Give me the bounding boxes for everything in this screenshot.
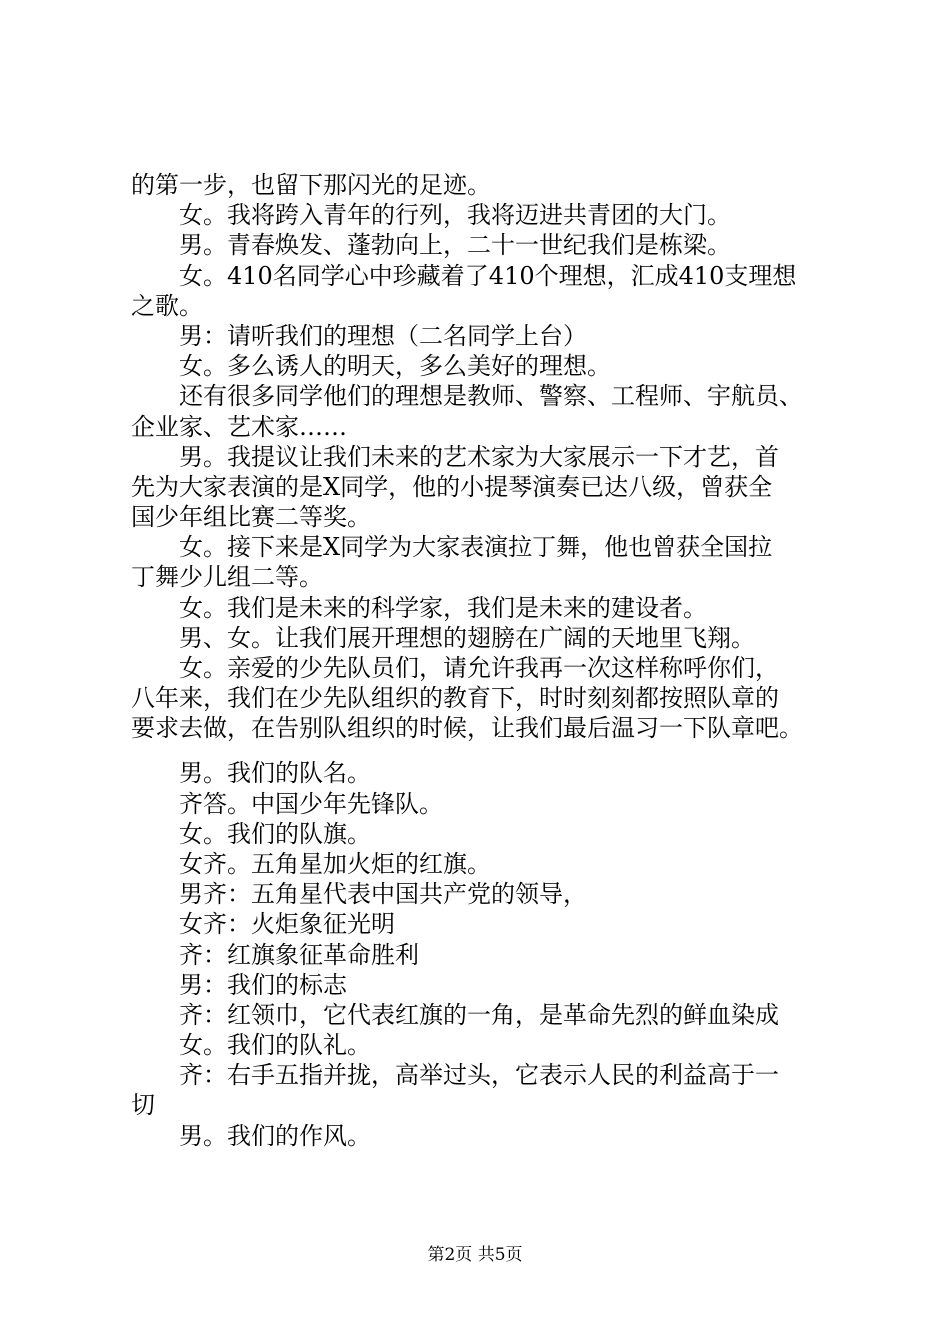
text-line: 男。我们的作风。	[179, 1121, 371, 1150]
text-line: 八年来，我们在少先队组织的教育下，时时刻刻都按照队章的	[131, 684, 779, 713]
text-line: 女。接下来是X同学为大家表演拉丁舞，他也曾获全国拉	[179, 533, 773, 562]
text-line: 要求去做，在告别队组织的时候，让我们最后温习一下队章吧。	[131, 714, 803, 743]
text-line: 的第一步，也留下那闪光的足迹。	[131, 171, 491, 199]
text-line: 齐：红领巾，它代表红旗的一角，是革命先烈的鲜血染成	[179, 1000, 779, 1029]
text-line: 女。我将跨入青年的行列，我将迈进共青团的大门。	[179, 201, 731, 230]
text-line: 男：请听我们的理想（二名同学上台）	[179, 321, 587, 350]
text-line: 之歌。	[131, 291, 203, 320]
text-line: 齐答。中国少年先锋队。	[179, 789, 443, 818]
text-line: 切	[131, 1091, 155, 1120]
text-line: 男。我提议让我们未来的艺术家为大家展示一下才艺，首	[179, 442, 779, 471]
text-line: 女齐。五角星加火炬的红旗。	[179, 849, 491, 878]
text-line: 齐：红旗象征革命胜利	[179, 940, 419, 969]
text-line: 齐：右手五指并拢，高举过头，它表示人民的利益高于一	[179, 1061, 779, 1090]
text-line: 企业家、艺术家……	[131, 412, 347, 441]
page-number-footer: 第2页 共5页	[427, 1245, 523, 1265]
text-line: 还有很多同学他们的理想是教师、警察、工程师、宇航员、	[179, 382, 803, 411]
text-line: 女。410名同学心中珍藏着了410个理想，汇成410支理想	[179, 261, 797, 290]
text-line: 男。青春焕发、蓬勃向上，二十一世纪我们是栋梁。	[179, 231, 731, 260]
text-line: 先为大家表演的是X同学，他的小提琴演奏已达八级，曾获全	[131, 472, 773, 501]
text-line: 女齐：火炬象征光明	[179, 910, 395, 939]
text-line: 男齐：五角星代表中国共产党的领导，	[179, 880, 587, 909]
text-line: 女。我们是未来的科学家，我们是未来的建设者。	[179, 593, 707, 622]
text-line: 女。多么诱人的明天，多么美好的理想。	[179, 352, 611, 381]
body-text	[131, 170, 831, 1151]
text-line: 女。我们的队礼。	[179, 1031, 371, 1060]
text-line: 国少年组比赛二等奖。	[131, 503, 371, 532]
text-line: 男。我们的队名。	[179, 759, 371, 788]
text-line: 男：我们的标志	[179, 970, 347, 999]
text-line: 女。我们的队旗。	[179, 819, 371, 848]
text-line: 男、女。让我们展开理想的翅膀在广阔的天地里飞翔。	[179, 623, 755, 652]
text-line: 女。亲爱的少先队员们，请允许我再一次这样称呼你们，	[179, 654, 779, 682]
text-line: 丁舞少儿组二等。	[131, 563, 323, 592]
